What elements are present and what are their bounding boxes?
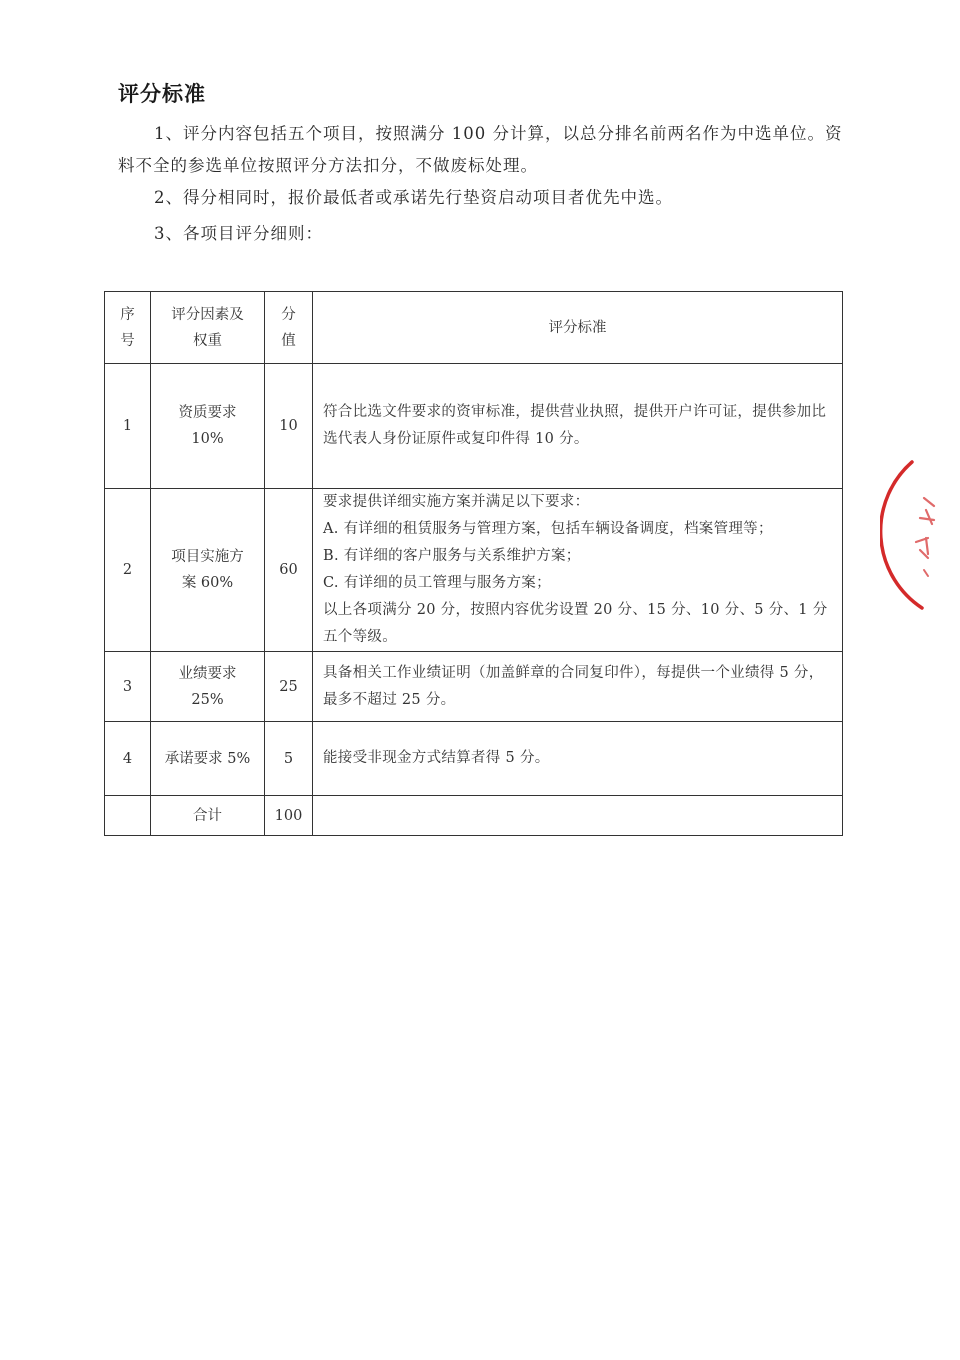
- page-title: 评分标准: [118, 82, 206, 106]
- rule-paragraph-1: 1、评分内容包括五个项目，按照满分 100 分计算，以总分排名前两名作为中选单位。资料不全的参选单位按照评分方法扣分，不做废标处理。: [118, 124, 843, 175]
- row-factor: 承诺要求 5%: [151, 722, 265, 796]
- row-standard: 要求提供详细实施方案并满足以下要求： A. 有详细的租赁服务与管理方案，包括车辆设备调度，档案管理等； B. 有详细的客户服务与关系维护方案； C. 有详细的员工管理与服务方案； 以上各项满分 20 分，按照内容优劣设置 20 分、15 分、10 分、5 分、1 分五个等级。: [313, 489, 843, 652]
- row-factor: 项目实施方 案 60%: [151, 489, 265, 652]
- seal-glyph-fragment: [924, 570, 928, 576]
- seal-ring-arc: [881, 462, 922, 608]
- table-row: [105, 489, 843, 652]
- table-total-row: [105, 796, 843, 836]
- header-factor: 评分因素及 权重: [151, 292, 265, 364]
- row-factor: 资质要求 10%: [151, 364, 265, 489]
- header-seq: 序 号: [105, 292, 151, 364]
- total-score: 100: [265, 796, 313, 836]
- seal-glyph-fragment: [916, 538, 928, 558]
- row-score: 25: [265, 652, 313, 722]
- row-seq: 2: [105, 489, 151, 652]
- scoring-table: [104, 291, 843, 836]
- row-standard: 符合比选文件要求的资审标准，提供营业执照，提供开户许可证，提供参加比选代表人身份证原件或复印件得 10 分。: [313, 364, 843, 489]
- seal-glyph-fragment: [920, 498, 934, 524]
- header-score: 分 值: [265, 292, 313, 364]
- row-seq: 4: [105, 722, 151, 796]
- row-score: 5: [265, 722, 313, 796]
- rule-paragraph-2: 2、得分相同时，报价最低者或承诺先行垫资启动项目者优先中选。: [154, 188, 673, 207]
- header-standard: 评分标准: [313, 292, 843, 364]
- total-standard: [313, 796, 843, 836]
- red-seal-stamp: [880, 440, 960, 630]
- row-factor: 业绩要求 25%: [151, 652, 265, 722]
- table-row: [105, 652, 843, 722]
- row-standard: 能接受非现金方式结算者得 5 分。: [313, 722, 843, 796]
- total-label: 合计: [151, 796, 265, 836]
- total-seq: [105, 796, 151, 836]
- row-score: 10: [265, 364, 313, 489]
- row-seq: 1: [105, 364, 151, 489]
- rule-paragraph-3: 3、各项目评分细则：: [154, 224, 323, 243]
- table-row: [105, 364, 843, 489]
- table-row: [105, 722, 843, 796]
- table-header-row: [105, 292, 843, 364]
- row-score: 60: [265, 489, 313, 652]
- row-seq: 3: [105, 652, 151, 722]
- row-standard: 具备相关工作业绩证明（加盖鲜章的合同复印件），每提供一个业绩得 5 分，最多不超过 25 分。: [313, 652, 843, 722]
